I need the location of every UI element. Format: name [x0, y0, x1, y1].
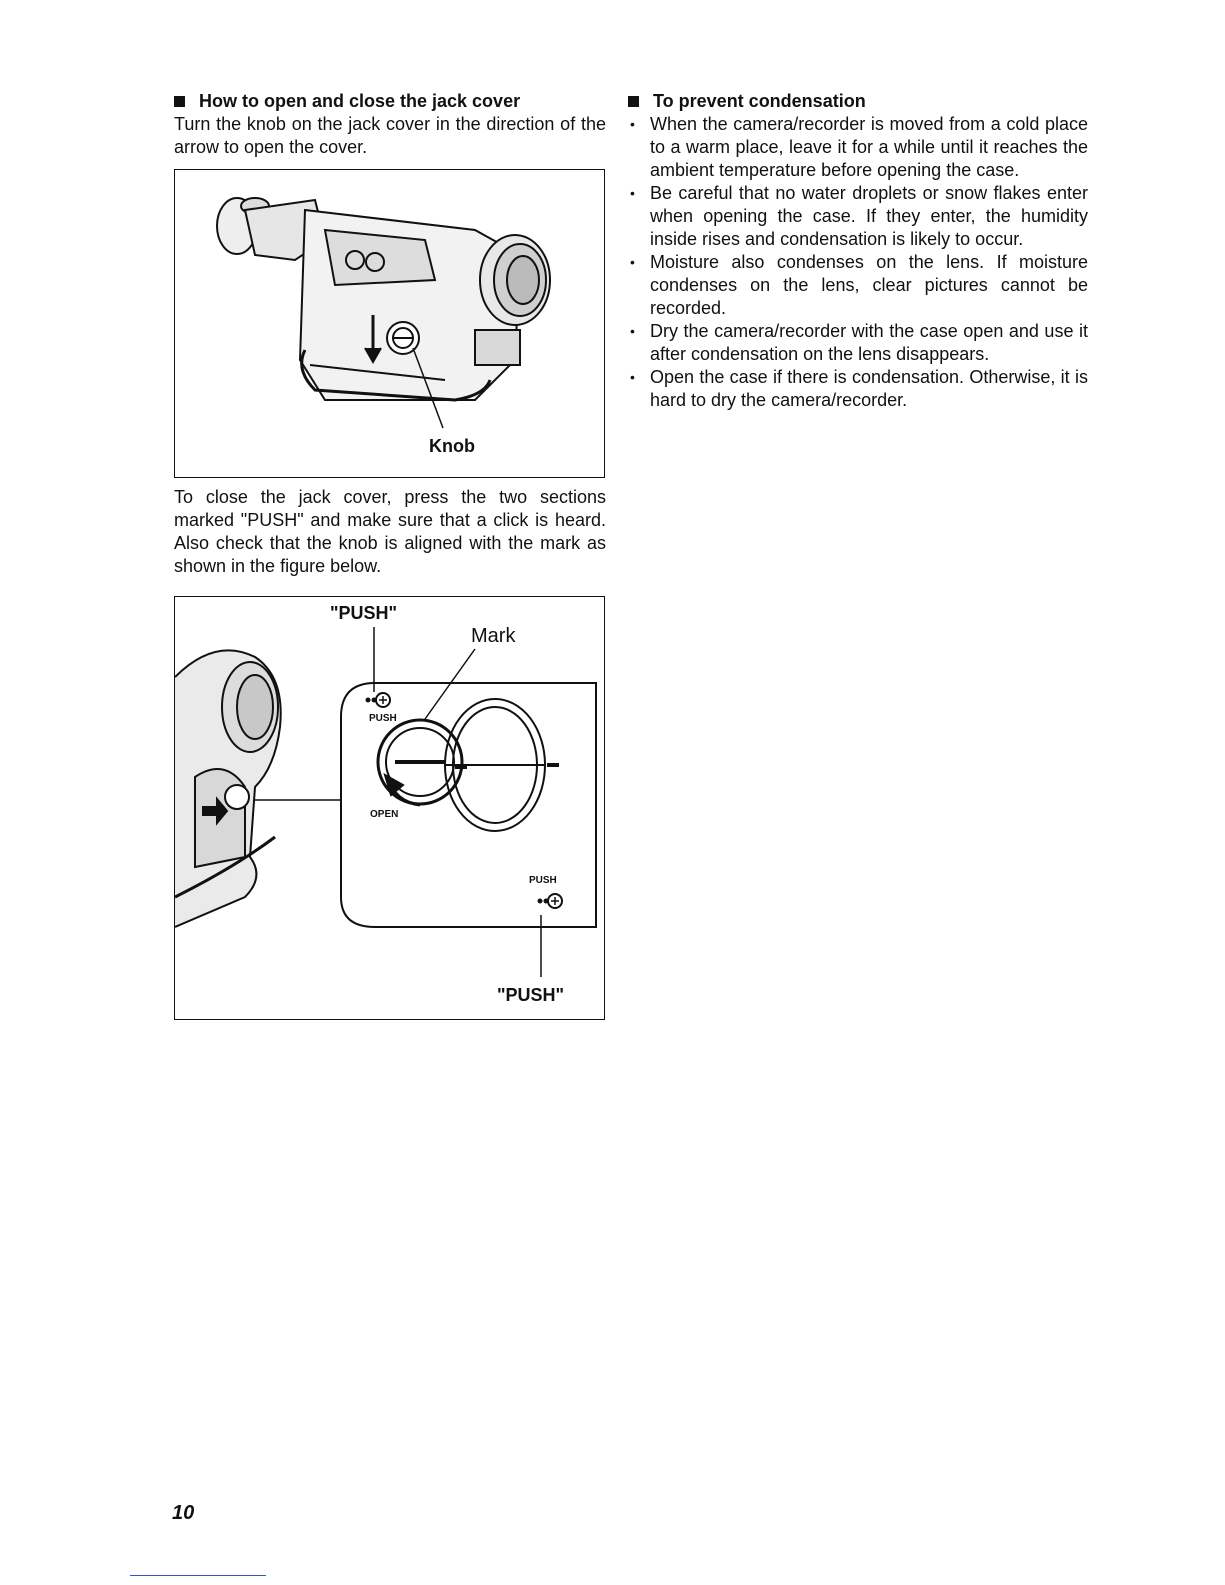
list-item: • Open the case if there is condensation. Otherwise, it is hard to dry the camera/recorder.	[628, 366, 1088, 412]
intro-paragraph: Turn the knob on the jack cover in the direction of the arrow to open the cover.	[174, 114, 606, 157]
scan-edge-line	[130, 1575, 266, 1576]
left-column	[174, 90, 606, 159]
close-paragraph: To close the jack cover, press the two sections marked "PUSH" and make sure that a click is heard. Also check that the knob is aligned with the mark as shown in the figure below.	[174, 487, 606, 576]
page-number: 10	[172, 1502, 195, 1524]
section-heading-jack-cover	[174, 90, 606, 113]
list-item: • Be careful that no water droplets or snow flakes enter when opening the case. If they enter, the humidity inside rises and condensation is likely to occur.	[628, 182, 1088, 251]
bullet-square-icon	[628, 96, 639, 107]
push-small-label-1: PUSH	[369, 713, 397, 724]
figure-camera-knob	[174, 169, 605, 478]
figure-jack-cover-detail	[174, 596, 605, 1020]
list-item: • When the camera/recorder is moved from a cold place to a warm place, leave it for a while until it reaches the ambient temperature before opening the case.	[628, 113, 1088, 182]
section-heading-condensation	[628, 90, 1088, 113]
list-item: • Moisture also condenses on the lens. If moisture condenses on the lens, clear pictures cannot be recorded.	[628, 251, 1088, 320]
open-label: OPEN	[370, 809, 399, 820]
heading-text: How to open and close the jack cover	[199, 91, 521, 111]
push-label-top: "PUSH"	[330, 603, 398, 623]
list-item: • Dry the camera/recorder with the case open and use it after condensation on the lens disappears.	[628, 320, 1088, 366]
knob-label: Knob	[429, 436, 475, 456]
right-column	[628, 90, 1088, 412]
close-instructions	[174, 486, 606, 578]
condensation-list	[628, 113, 1088, 412]
camera-illustration	[175, 170, 606, 479]
mark-label: Mark	[471, 625, 516, 647]
push-small-label-2: PUSH	[529, 875, 557, 886]
bullet-square-icon	[174, 96, 185, 107]
heading-text: To prevent condensation	[653, 91, 866, 111]
push-label-bottom: "PUSH"	[497, 985, 565, 1005]
